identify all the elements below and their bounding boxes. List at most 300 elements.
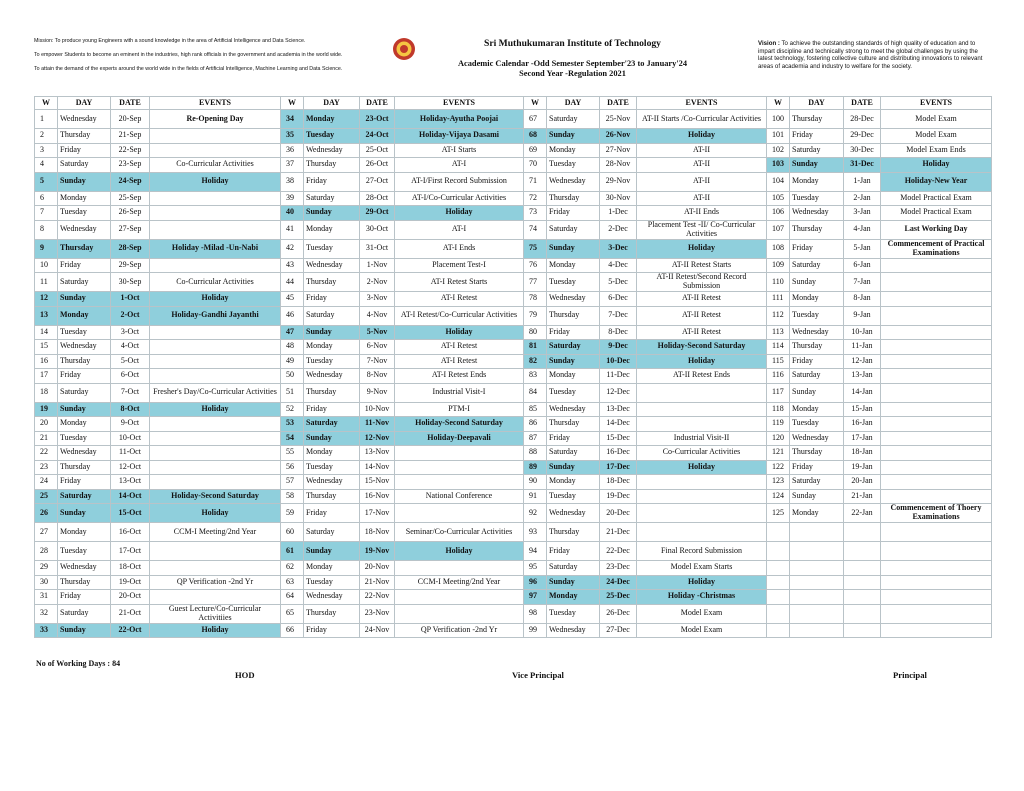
date: 5-Oct (111, 354, 150, 369)
date: 30-Dec (844, 143, 881, 158)
date: 20-Dec (600, 504, 637, 523)
date: 29-Dec (844, 129, 881, 144)
event: AT-I/First Record Submission (395, 172, 524, 191)
day-name: Friday (790, 129, 844, 144)
table-row (35, 143, 992, 158)
date: 5-Jan (844, 239, 881, 258)
date: 9-Jan (844, 306, 881, 325)
day-name: Sunday (58, 623, 111, 638)
event (150, 446, 281, 461)
day-name: Sunday (58, 292, 111, 307)
day-name (790, 561, 844, 576)
day-name: Monday (304, 220, 360, 239)
week-number: 90 (524, 475, 547, 490)
day-name: Friday (547, 431, 600, 446)
event: AT-I Retest/Co-Curricular Activities (395, 306, 524, 325)
day-name: Saturday (58, 158, 111, 173)
day-name: Monday (304, 561, 360, 576)
day-name: Friday (790, 239, 844, 258)
table-row (35, 273, 992, 292)
day-header: DAY (58, 97, 111, 110)
date: 24-Dec (600, 575, 637, 590)
week-number: 56 (281, 460, 304, 475)
day-name: Wednesday (58, 561, 111, 576)
date: 2-Dec (600, 220, 637, 239)
day-name: Tuesday (790, 306, 844, 325)
day-name: Friday (547, 542, 600, 561)
week-number: 32 (35, 604, 58, 623)
vice-principal-signature-label: Vice Principal (512, 670, 564, 680)
date: 6-Dec (600, 292, 637, 307)
date: 5-Nov (360, 325, 395, 340)
date-header: DATE (600, 97, 637, 110)
event (395, 561, 524, 576)
date: 30-Nov (600, 191, 637, 206)
day-name (790, 523, 844, 542)
week-number: 62 (281, 561, 304, 576)
day-name: Friday (547, 206, 600, 221)
day-name: Sunday (304, 325, 360, 340)
date: 21-Nov (360, 575, 395, 590)
event: AT-I (395, 158, 524, 173)
date: 12-Jan (844, 354, 881, 369)
day-name: Friday (790, 354, 844, 369)
event (395, 504, 524, 523)
event: AT-I Retest (395, 354, 524, 369)
day-name: Thursday (58, 354, 111, 369)
date: 28-Oct (360, 191, 395, 206)
week-number: 26 (35, 504, 58, 523)
week-number: 95 (524, 561, 547, 576)
day-name: Tuesday (58, 206, 111, 221)
day-name: Friday (58, 590, 111, 605)
week-number: 53 (281, 417, 304, 432)
week-number: 99 (524, 623, 547, 638)
day-name: Saturday (58, 273, 111, 292)
week-number (767, 523, 790, 542)
day-name: Friday (304, 172, 360, 191)
event (881, 369, 992, 384)
date: 15-Nov (360, 475, 395, 490)
week-number: 67 (524, 110, 547, 129)
date-header: DATE (111, 97, 150, 110)
week-number: 70 (524, 158, 547, 173)
day-name: Saturday (547, 220, 600, 239)
event (637, 402, 767, 417)
date: 28-Dec (844, 110, 881, 129)
week-number: 10 (35, 258, 58, 273)
week-number: 75 (524, 239, 547, 258)
day-name: Sunday (304, 206, 360, 221)
day-name: Thursday (58, 575, 111, 590)
event: Holiday (881, 158, 992, 173)
week-number: 24 (35, 475, 58, 490)
event: CCM-I Meeting/2nd Year (395, 575, 524, 590)
event (150, 369, 281, 384)
event: AT-I (395, 220, 524, 239)
date: 7-Dec (600, 306, 637, 325)
table-row (35, 460, 992, 475)
day-name: Sunday (304, 542, 360, 561)
day-name: Saturday (547, 110, 600, 129)
day-name: Monday (547, 258, 600, 273)
event: Industrial Visit-II (637, 431, 767, 446)
table-row (35, 590, 992, 605)
date: 26-Oct (360, 158, 395, 173)
event (881, 523, 992, 542)
date-header: DATE (360, 97, 395, 110)
week-number: 84 (524, 383, 547, 402)
day-name: Monday (58, 417, 111, 432)
date (844, 590, 881, 605)
day-name: Saturday (58, 489, 111, 504)
event: Commencement of Thoery Examinations (881, 504, 992, 523)
week-number: 103 (767, 158, 790, 173)
date: 21-Dec (600, 523, 637, 542)
table-row (35, 258, 992, 273)
date: 27-Nov (600, 143, 637, 158)
event: Placement Test-I (395, 258, 524, 273)
week-number: 91 (524, 489, 547, 504)
event: Model Exam (881, 129, 992, 144)
date: 29-Sep (111, 258, 150, 273)
date: 10-Oct (111, 431, 150, 446)
date: 5-Dec (600, 273, 637, 292)
date: 11-Jan (844, 340, 881, 355)
day-name: Monday (58, 306, 111, 325)
day-name: Saturday (304, 417, 360, 432)
week-number: 9 (35, 239, 58, 258)
week-number: 104 (767, 172, 790, 191)
date: 4-Oct (111, 340, 150, 355)
event: AT-II (637, 143, 767, 158)
day-name: Tuesday (304, 129, 360, 144)
week-number: 14 (35, 325, 58, 340)
event: Holiday-New Year (881, 172, 992, 191)
date: 16-Nov (360, 489, 395, 504)
table-header-row (35, 97, 992, 110)
event: Holiday (150, 292, 281, 307)
week-header: W (524, 97, 547, 110)
date: 26-Nov (600, 129, 637, 144)
date: 31-Oct (360, 239, 395, 258)
date: 9-Oct (111, 417, 150, 432)
event (150, 431, 281, 446)
week-number: 41 (281, 220, 304, 239)
day-name: Wednesday (58, 446, 111, 461)
date: 9-Nov (360, 383, 395, 402)
date: 19-Dec (600, 489, 637, 504)
day-name: Sunday (547, 354, 600, 369)
date: 23-Nov (360, 604, 395, 623)
table-row (35, 158, 992, 173)
event (150, 561, 281, 576)
week-number: 89 (524, 460, 547, 475)
day-name: Sunday (790, 158, 844, 173)
week-number: 43 (281, 258, 304, 273)
week-number: 20 (35, 417, 58, 432)
date: 17-Dec (600, 460, 637, 475)
event (150, 143, 281, 158)
table-row (35, 206, 992, 221)
week-number: 3 (35, 143, 58, 158)
event: Holiday (637, 354, 767, 369)
event: AT-II (637, 172, 767, 191)
event: QP Verification -2nd Yr (150, 575, 281, 590)
table-row (35, 623, 992, 638)
week-number: 57 (281, 475, 304, 490)
date: 27-Dec (600, 623, 637, 638)
day-name: Tuesday (304, 239, 360, 258)
table-row (35, 325, 992, 340)
week-number: 81 (524, 340, 547, 355)
table-row (35, 306, 992, 325)
events-header: EVENTS (637, 97, 767, 110)
event (881, 489, 992, 504)
week-number: 54 (281, 431, 304, 446)
date: 3-Jan (844, 206, 881, 221)
week-number: 71 (524, 172, 547, 191)
date: 10-Dec (600, 354, 637, 369)
day-name: Sunday (58, 172, 111, 191)
week-number: 11 (35, 273, 58, 292)
date: 20-Jan (844, 475, 881, 490)
event: Placement Test -II/ Co-Curricular Activities (637, 220, 767, 239)
week-number: 118 (767, 402, 790, 417)
event: Co-Curricular Activities (150, 273, 281, 292)
event: Holiday-Vijaya Dasami (395, 129, 524, 144)
day-name: Sunday (790, 273, 844, 292)
day-name: Thursday (58, 460, 111, 475)
date: 14-Oct (111, 489, 150, 504)
day-name: Thursday (304, 604, 360, 623)
event (881, 475, 992, 490)
day-name: Monday (304, 446, 360, 461)
event (881, 354, 992, 369)
date (844, 575, 881, 590)
event: Holiday-Ayutha Poojai (395, 110, 524, 129)
date: 14-Dec (600, 417, 637, 432)
date: 6-Jan (844, 258, 881, 273)
date: 8-Nov (360, 369, 395, 384)
week-number: 65 (281, 604, 304, 623)
event: Seminar/Co-Curricular Activities (395, 523, 524, 542)
table-row (35, 446, 992, 461)
date (844, 542, 881, 561)
calendar-body (35, 110, 992, 638)
date: 23-Oct (360, 110, 395, 129)
date: 27-Oct (360, 172, 395, 191)
date: 24-Sep (111, 172, 150, 191)
event: Holiday (150, 172, 281, 191)
day-name: Monday (304, 110, 360, 129)
day-name: Friday (304, 504, 360, 523)
event (395, 475, 524, 490)
date: 28-Nov (600, 158, 637, 173)
day-name: Thursday (790, 220, 844, 239)
date: 27-Sep (111, 220, 150, 239)
event (881, 306, 992, 325)
date (844, 561, 881, 576)
event: AT-II Retest Ends (637, 369, 767, 384)
date: 18-Nov (360, 523, 395, 542)
day-name: Sunday (547, 239, 600, 258)
event (150, 475, 281, 490)
day-name: Wednesday (304, 590, 360, 605)
table-row (35, 561, 992, 576)
date: 15-Jan (844, 402, 881, 417)
day-name: Thursday (547, 417, 600, 432)
date: 18-Oct (111, 561, 150, 576)
date: 6-Nov (360, 340, 395, 355)
date: 30-Sep (111, 273, 150, 292)
event (881, 542, 992, 561)
week-number: 110 (767, 273, 790, 292)
day-name (790, 542, 844, 561)
day-name: Monday (58, 523, 111, 542)
week-number: 78 (524, 292, 547, 307)
principal-signature-label: Principal (893, 670, 927, 680)
event: QP Verification -2nd Yr (395, 623, 524, 638)
event: Re-Opening Day (150, 110, 281, 129)
day-name: Sunday (58, 504, 111, 523)
day-name: Saturday (790, 475, 844, 490)
event: AT-II (637, 158, 767, 173)
week-number: 2 (35, 129, 58, 144)
event: Model Exam (637, 604, 767, 623)
day-name: Tuesday (547, 158, 600, 173)
week-number: 119 (767, 417, 790, 432)
week-number: 83 (524, 369, 547, 384)
day-name: Monday (790, 504, 844, 523)
table-row (35, 191, 992, 206)
events-header: EVENTS (150, 97, 281, 110)
date: 25-Nov (600, 110, 637, 129)
vision-text: To achieve the outstanding standards of high quality of education and to impart discipline and technically strong to meet the global challenges by using the latest technology, fostering collective culture and distributing innovations to relevant areas of academia and industry to welfare for the society. (758, 40, 983, 71)
day-name: Wednesday (304, 258, 360, 273)
week-number: 60 (281, 523, 304, 542)
table-row (35, 431, 992, 446)
event: AT-I Retest Ends (395, 369, 524, 384)
week-number: 52 (281, 402, 304, 417)
event (637, 489, 767, 504)
event: AT-I Retest (395, 340, 524, 355)
date: 20-Oct (111, 590, 150, 605)
week-number: 7 (35, 206, 58, 221)
event (881, 590, 992, 605)
week-number: 59 (281, 504, 304, 523)
date: 23-Dec (600, 561, 637, 576)
date: 8-Dec (600, 325, 637, 340)
date: 3-Nov (360, 292, 395, 307)
week-number (767, 561, 790, 576)
day-name: Friday (58, 143, 111, 158)
date (844, 523, 881, 542)
date: 11-Nov (360, 417, 395, 432)
event: Final Record Submission (637, 542, 767, 561)
vision-label: Vision : (758, 40, 780, 47)
event: AT-II Retest Starts (637, 258, 767, 273)
date: 11-Oct (111, 446, 150, 461)
event: AT-I Ends (395, 239, 524, 258)
day-name: Thursday (790, 110, 844, 129)
date: 1-Dec (600, 206, 637, 221)
week-number: 86 (524, 417, 547, 432)
vision-block (758, 40, 990, 71)
date: 16-Oct (111, 523, 150, 542)
day-name: Saturday (58, 604, 111, 623)
day-name: Saturday (304, 306, 360, 325)
week-number: 30 (35, 575, 58, 590)
day-name: Monday (790, 292, 844, 307)
day-name: Thursday (547, 191, 600, 206)
week-number: 73 (524, 206, 547, 221)
date: 25-Dec (600, 590, 637, 605)
week-number: 122 (767, 460, 790, 475)
week-number: 93 (524, 523, 547, 542)
events-header: EVENTS (395, 97, 524, 110)
day-name: Thursday (547, 306, 600, 325)
day-name: Monday (304, 340, 360, 355)
event: AT-I Retest (395, 292, 524, 307)
day-name: Sunday (58, 402, 111, 417)
day-name (790, 575, 844, 590)
date: 21-Jan (844, 489, 881, 504)
week-number: 4 (35, 158, 58, 173)
week-number: 114 (767, 340, 790, 355)
event (150, 206, 281, 221)
week-number: 101 (767, 129, 790, 144)
event: PTM-I (395, 402, 524, 417)
event (150, 542, 281, 561)
event: Guest Lecture/Co-Curricular Activitiies (150, 604, 281, 623)
date: 24-Nov (360, 623, 395, 638)
date: 19-Jan (844, 460, 881, 475)
day-name: Wednesday (790, 325, 844, 340)
date: 8-Oct (111, 402, 150, 417)
day-name: Tuesday (304, 354, 360, 369)
week-number (767, 623, 790, 638)
event (637, 523, 767, 542)
date: 13-Dec (600, 402, 637, 417)
date: 3-Dec (600, 239, 637, 258)
event: Holiday -Milad -Un-Nabi (150, 239, 281, 258)
day-name: Tuesday (58, 542, 111, 561)
day-header: DAY (790, 97, 844, 110)
table-row (35, 604, 992, 623)
calendar-header (420, 38, 725, 79)
event: AT-II (637, 191, 767, 206)
event: Model Exam Ends (881, 143, 992, 158)
date: 11-Dec (600, 369, 637, 384)
day-name: Monday (547, 475, 600, 490)
table-row (35, 542, 992, 561)
week-number: 123 (767, 475, 790, 490)
academic-calendar-table (34, 96, 992, 638)
event: Holiday (150, 623, 281, 638)
table-row (35, 523, 992, 542)
event: Model Practical Exam (881, 206, 992, 221)
day-name: Monday (790, 172, 844, 191)
event: Model Exam Starts (637, 561, 767, 576)
week-number (767, 542, 790, 561)
date: 2-Nov (360, 273, 395, 292)
table-row (35, 172, 992, 191)
week-number: 16 (35, 354, 58, 369)
working-days-count: No of Working Days : 84 (36, 659, 121, 668)
event: Holiday (637, 239, 767, 258)
day-name: Thursday (58, 129, 111, 144)
